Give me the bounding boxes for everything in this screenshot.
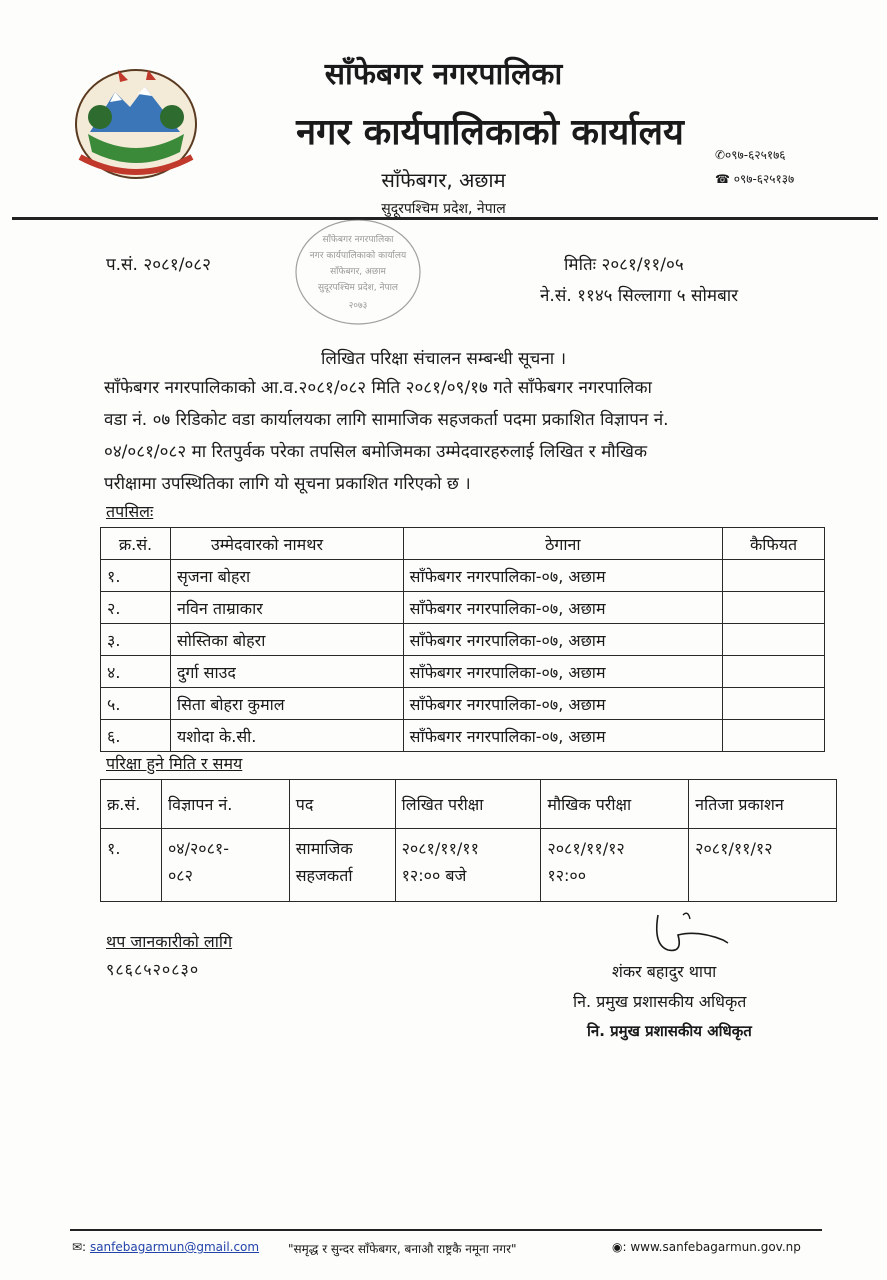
table-row xyxy=(101,829,837,902)
written-line-1: २०८१/११/११ xyxy=(401,839,479,858)
header-divider xyxy=(12,217,878,220)
cell-sn: १. xyxy=(101,829,162,902)
notice-body xyxy=(104,372,824,500)
cell-sn: २. xyxy=(101,592,171,624)
notice-line-4: परीक्षामा उपस्थितिका लागि यो सूचना प्रकाशित गरिएको छ । xyxy=(104,474,471,494)
cell-name: यशोदा के.सी. xyxy=(170,720,403,752)
adv-line-1: ०४/२०८१- xyxy=(167,839,230,858)
cell-name: सिता बोहरा कुमाल xyxy=(170,688,403,720)
cell-remarks xyxy=(723,720,825,752)
table-row xyxy=(101,720,825,752)
globe-icon: ◉: xyxy=(612,1240,627,1254)
cell-remarks xyxy=(723,656,825,688)
cell-address: साँफेबगर नगरपालिका-०७, अछाम xyxy=(403,560,722,592)
nepal-sambat-date: ने.सं. ११४५ सिल्लागा ५ सोमबार xyxy=(540,286,739,306)
footer-email[interactable] xyxy=(72,1240,259,1254)
table-row xyxy=(101,656,825,688)
cell-result: २०८१/११/१२ xyxy=(689,829,837,902)
footer-divider xyxy=(70,1229,822,1231)
cell-remarks xyxy=(723,592,825,624)
schedule-heading: परिक्षा हुने मिति र समय xyxy=(106,754,243,773)
cell-sn: १. xyxy=(101,560,171,592)
notice-line-1: साँफेबगर नगरपालिकाको आ.व.२०८१/०८२ मिति २०८१/०९/१७ गते साँफेबगर नगरपालिका xyxy=(104,378,652,398)
table-header-row xyxy=(101,528,825,560)
table-row xyxy=(101,688,825,720)
cell-address: साँफेबगर नगरपालिका-०७, अछाम xyxy=(403,624,722,656)
col-oral-exam: मौखिक परीक्षा xyxy=(541,780,689,829)
website-link[interactable]: www.sanfebagarmun.gov.np xyxy=(630,1240,801,1254)
adv-line-2: ०८२ xyxy=(167,866,193,885)
office-stamp xyxy=(288,212,428,332)
phone-number-1: ✆०९७-६२५१७६ xyxy=(715,148,786,162)
post-line-2: सहजकर्ता xyxy=(295,866,353,885)
table-header-row xyxy=(101,780,837,829)
table-row xyxy=(101,560,825,592)
signature xyxy=(628,905,738,965)
candidates-table xyxy=(100,527,825,752)
table-row xyxy=(101,624,825,656)
mail-icon: ✉: xyxy=(72,1240,87,1254)
col-sn: क्र.सं. xyxy=(101,780,162,829)
cell-address: साँफेबगर नगरपालिका-०७, अछाम xyxy=(403,656,722,688)
cell-remarks xyxy=(723,688,825,720)
col-sn: क्र.सं. xyxy=(101,528,171,560)
office-place: साँफेबगर, अछाम xyxy=(381,168,506,192)
cell-remarks xyxy=(723,560,825,592)
cell-name: सोस्तिका बोहरा xyxy=(170,624,403,656)
cell-name: सृजना बोहरा xyxy=(170,560,403,592)
municipality-name: साँफेबगर नगरपालिका xyxy=(324,57,563,92)
cell-name: नविन ताम्राकार xyxy=(170,592,403,624)
written-line-2: १२:०० बजे xyxy=(401,866,467,885)
stamp-line-4: सुदूरपश्चिम प्रदेश, नेपाल xyxy=(317,283,399,293)
contact-phone: ९८६८५२०८३० xyxy=(106,960,200,979)
cell-name: दुर्गा साउद xyxy=(170,656,403,688)
col-result: नतिजा प्रकाशन xyxy=(689,780,837,829)
col-address: ठेगाना xyxy=(403,528,722,560)
cell-sn: ५. xyxy=(101,688,171,720)
cell-address: साँफेबगर नगरपालिका-०७, अछाम xyxy=(403,688,722,720)
cell-written-exam xyxy=(395,829,541,902)
stamp-line-5: २०७३ xyxy=(348,301,368,311)
issue-date: मितिः २०८१/११/०५ xyxy=(564,255,684,275)
signatory-name: शंकर बहादुर थापा xyxy=(612,962,717,981)
cell-sn: ४. xyxy=(101,656,171,688)
oral-line-2: १२:०० xyxy=(547,866,587,885)
notice-line-2: वडा नं. ०७ रिडिकोट वडा कार्यालयका लागि सामाजिक सहजकर्ता पदमा प्रकाशित विज्ञापन नं. xyxy=(104,410,669,430)
stamp-line-1: साँफेबगर नगरपालिका xyxy=(322,235,394,245)
schedule-table xyxy=(100,779,837,902)
cell-sn: ६. xyxy=(101,720,171,752)
cell-sn: ३. xyxy=(101,624,171,656)
cell-oral-exam xyxy=(541,829,689,902)
office-name: नगर कार्यपालिकाको कार्यालय xyxy=(296,112,684,153)
phone-number-2: ☎ ०९७-६२५१३७ xyxy=(715,172,795,186)
cell-advertisement xyxy=(161,829,289,902)
table-row xyxy=(101,592,825,624)
oral-line-1: २०८१/११/१२ xyxy=(547,839,625,858)
more-info-label: थप जानकारीको लागि xyxy=(106,932,233,951)
signatory-stamp: नि. प्रमुख प्रशासकीय अधिकृत xyxy=(587,1022,752,1040)
cell-address: साँफेबगर नगरपालिका-०७, अछाम xyxy=(403,720,722,752)
post-line-1: सामाजिक xyxy=(295,839,353,858)
col-written-exam: लिखित परीक्षा xyxy=(395,780,541,829)
office-province: सुदूरपश्चिम प्रदेश, नेपाल xyxy=(381,201,506,217)
cell-remarks xyxy=(723,624,825,656)
footer-website[interactable] xyxy=(612,1240,801,1254)
col-post: पद xyxy=(289,780,395,829)
signatory-title: नि. प्रमुख प्रशासकीय अधिकृत xyxy=(573,992,747,1011)
col-advertisement: विज्ञापन नं. xyxy=(161,780,289,829)
notice-subject: लिखित परिक्षा संचालन सम्बन्धी सूचना । xyxy=(320,349,567,369)
footer-slogan: "समृद्ध र सुन्दर साँफेबगर, बनाऔ राष्ट्रकै नमूना नगर" xyxy=(288,1242,517,1256)
reference-number: प.सं. २०८१/०८२ xyxy=(106,255,211,275)
stamp-line-3: साँफेबगर, अछाम xyxy=(330,267,386,277)
col-name: उम्मेदवारको नामथर xyxy=(170,528,403,560)
col-remarks: कैफियत xyxy=(723,528,825,560)
stamp-line-2: नगर कार्यपालिकाको कार्यालय xyxy=(309,251,407,261)
cell-post xyxy=(289,829,395,902)
email-link[interactable]: sanfebagarmun@gmail.com xyxy=(89,1240,260,1254)
notice-line-3: ०४/०८१/०८२ मा रितपुर्वक परेका तपसिल बमोजिमका उम्मेदवारहरुलाई लिखित र मौखिक xyxy=(104,442,648,462)
details-heading: तपसिलः xyxy=(106,502,154,521)
cell-address: साँफेबगर नगरपालिका-०७, अछाम xyxy=(403,592,722,624)
